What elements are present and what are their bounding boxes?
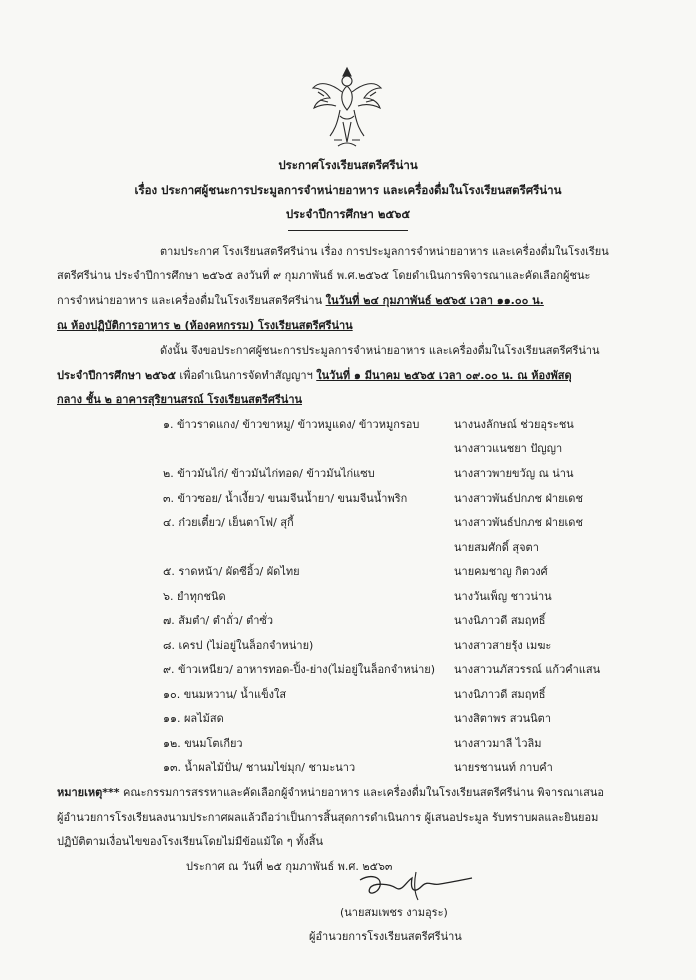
list-item-person: นายสมศักดิ์ สุจตา bbox=[454, 541, 539, 554]
paragraph-1-line-1: ตามประกาศ โรงเรียนสตรีศรีน่าน เรื่อง การประมูลการจำหน่ายอาหาร และเครื่องดื่มในโรงเรียน bbox=[160, 245, 609, 258]
list-item-person: นางสาวพายขวัญ ณ น่าน bbox=[454, 467, 574, 480]
list-item-label: ๙. ข้าวเหนียว/ อาหารทอด-ปิ้ง-ย่าง(ไม่อยู่ในล็อกจำหน่าย) bbox=[163, 663, 436, 676]
list-item-label: ๕. ราดหน้า/ ผัดซีอิ้ว/ ผัดไทย bbox=[163, 565, 300, 578]
list-item-label: ๑๐. ขนมหวาน/ น้ำแข็งใส bbox=[163, 688, 287, 701]
list-item-person: นางสาวพันธ์ปกภช ฝ่ายเดช bbox=[454, 492, 583, 505]
garuda-emblem-icon bbox=[310, 62, 384, 150]
academic-year-text: ประจำปีการศึกษา ๒๕๖๕ bbox=[57, 369, 176, 382]
announcement-date: ประกาศ ณ วันที่ ๒๕ กุมภาพันธ์ พ.ศ. ๒๕๖๓ bbox=[186, 860, 393, 873]
document-subject: เรื่อง ประกาศผู้ชนะการประมูลการจำหน่ายอาหาร และเครื่องดื่มในโรงเรียนสตรีศรีน่าน bbox=[134, 183, 562, 197]
list-item-label: ๑๑. ผลไม้สด bbox=[163, 712, 224, 725]
list-item-person: นางสาวนภัสวรรณ์ แก้วคำแสน bbox=[454, 663, 601, 676]
list-item-person: นางสาวมาลี ไวลิม bbox=[454, 737, 542, 750]
list-item-label: ๓. ข้าวซอย/ น้ำเงี้ยว/ ขนมจีนน้ำยา/ ขนมจีนน้ำพริก bbox=[163, 492, 408, 505]
list-item-person: นางสิตาพร สวนนิตา bbox=[454, 712, 552, 725]
list-item-person: นายคมชาญ กิตวงศ์ bbox=[454, 565, 548, 578]
signature-icon bbox=[340, 866, 490, 906]
paragraph-1-line-2: สตรีศรีน่าน ประจำปีการศึกษา ๒๕๖๕ ลงวันที่ ๙ กุมภาพันธ์ พ.ศ.๒๕๖๕ โดยดำเนินการพิจารณาและคัดเลือกผู้ชนะ bbox=[57, 269, 591, 282]
contract-text: เพื่อดำเนินการจัดทำสัญญาฯ bbox=[175, 369, 317, 382]
list-item-label: ๔. ก๋วยเตี๋ยว/ เย็นตาโฟ/ สุกี้ bbox=[163, 516, 294, 529]
meeting-place-text: ณ ห้องปฏิบัติการอาหาร ๒ (ห้องคหกรรม) โรงเรียนสตรีศรีน่าน bbox=[57, 319, 353, 332]
document-year: ประจำปีการศึกษา ๒๕๖๕ bbox=[285, 207, 411, 221]
note-line-1 bbox=[57, 783, 604, 801]
list-item-person: นางสาวสายรุ้ง เมฆะ bbox=[454, 639, 552, 652]
list-item-label: ๑. ข้าวราดแกง/ ข้าวขาหมู/ ข้าวหมูแดง/ ข้าวหมูกรอบ bbox=[163, 418, 420, 431]
list-item-person: นางนิภาวดี สมฤทธิ์ bbox=[454, 688, 546, 701]
paragraph-2-line-2 bbox=[57, 366, 572, 384]
list-item-label: ๖. ยำทุกชนิด bbox=[163, 590, 226, 603]
list-item-label: ๗. ส้มตำ/ ตำถั่ว/ ตำซั่ว bbox=[163, 614, 274, 627]
list-item-label: ๒. ข้าวมันไก่/ ข้าวมันไก่ทอด/ ข้าวมันไก่แซบ bbox=[163, 467, 375, 480]
list-item-person: นายรชานนท์ กาบคำ bbox=[454, 761, 553, 774]
list-item-label: ๘. เครป (ไม่อยู่ในล็อกจำหน่าย) bbox=[163, 639, 314, 652]
title-divider bbox=[288, 230, 408, 231]
note-line-3: ปฏิบัติตามเงื่อนไขของโรงเรียนโดยไม่มีข้อแม้ใด ๆ ทั้งสิ้น bbox=[57, 835, 323, 848]
list-item-person: นางวันเพ็ญ ชาวน่าน bbox=[454, 590, 552, 603]
list-item-label: ๑๒. ขนมโตเกียว bbox=[163, 737, 243, 750]
contract-date-text: ในวันที่ ๑ มีนาคม ๒๕๖๕ เวลา ๐๙.๐๐ น. ณ ห้องพัสดุ bbox=[316, 369, 572, 382]
paragraph-2-line-1: ดังนั้น จึงขอประกาศผู้ชนะการประมูลการจำหน่ายอาหาร และเครื่องดื่มในโรงเรียนสตรีศรีน่าน bbox=[160, 344, 600, 357]
paragraph-1-line-3 bbox=[57, 291, 544, 309]
list-item-person: นางนิภาวดี สมฤทธิ์ bbox=[454, 614, 546, 627]
list-item-label: ๑๓. น้ำผลไม้ปั่น/ ชานมไข่มุก/ ชามะนาว bbox=[163, 761, 356, 774]
signer-title: ผู้อำนวยการโรงเรียนสตรีศรีน่าน bbox=[309, 930, 462, 943]
note-label: หมายเหตุ*** bbox=[57, 786, 120, 799]
meeting-date-text: ในวันที่ ๒๔ กุมภาพันธ์ ๒๕๖๕ เวลา ๑๑.๐๐ น. bbox=[325, 294, 544, 307]
list-item-person: นางสาวพันธ์ปกภช ฝ่ายเดช bbox=[454, 516, 583, 529]
paragraph-1-line-3-text: การจำหน่ายอาหาร และเครื่องดื่มในโรงเรียนสตรีศรีน่าน bbox=[57, 294, 326, 307]
contract-place-text: กลาง ชั้น ๒ อาคารสุริยานสรณ์ โรงเรียนสตรีศรีน่าน bbox=[57, 393, 303, 406]
document-title: ประกาศโรงเรียนสตรีศรีน่าน bbox=[278, 158, 418, 172]
list-item-person: นางนงลักษณ์ ช่วยอุระชน bbox=[454, 418, 574, 431]
list-item-person: นางสาวแนชยา ปัญญา bbox=[454, 442, 563, 455]
note-text: คณะกรรมการสรรหาและคัดเลือกผู้จำหน่ายอาหาร และเครื่องดื่มในโรงเรียนสตรีศรีน่าน พิจารณาเสนอ bbox=[119, 786, 605, 799]
signer-name: (นายสมเพชร งามอุระ) bbox=[340, 906, 448, 919]
note-line-2: ผู้อำนวยการโรงเรียนลงนามประกาศผลแล้วถือว่าเป็นการสิ้นสุดการดำเนินการ ผู้เสนอประมูล รับทราบผลและยินยอม bbox=[57, 811, 599, 824]
